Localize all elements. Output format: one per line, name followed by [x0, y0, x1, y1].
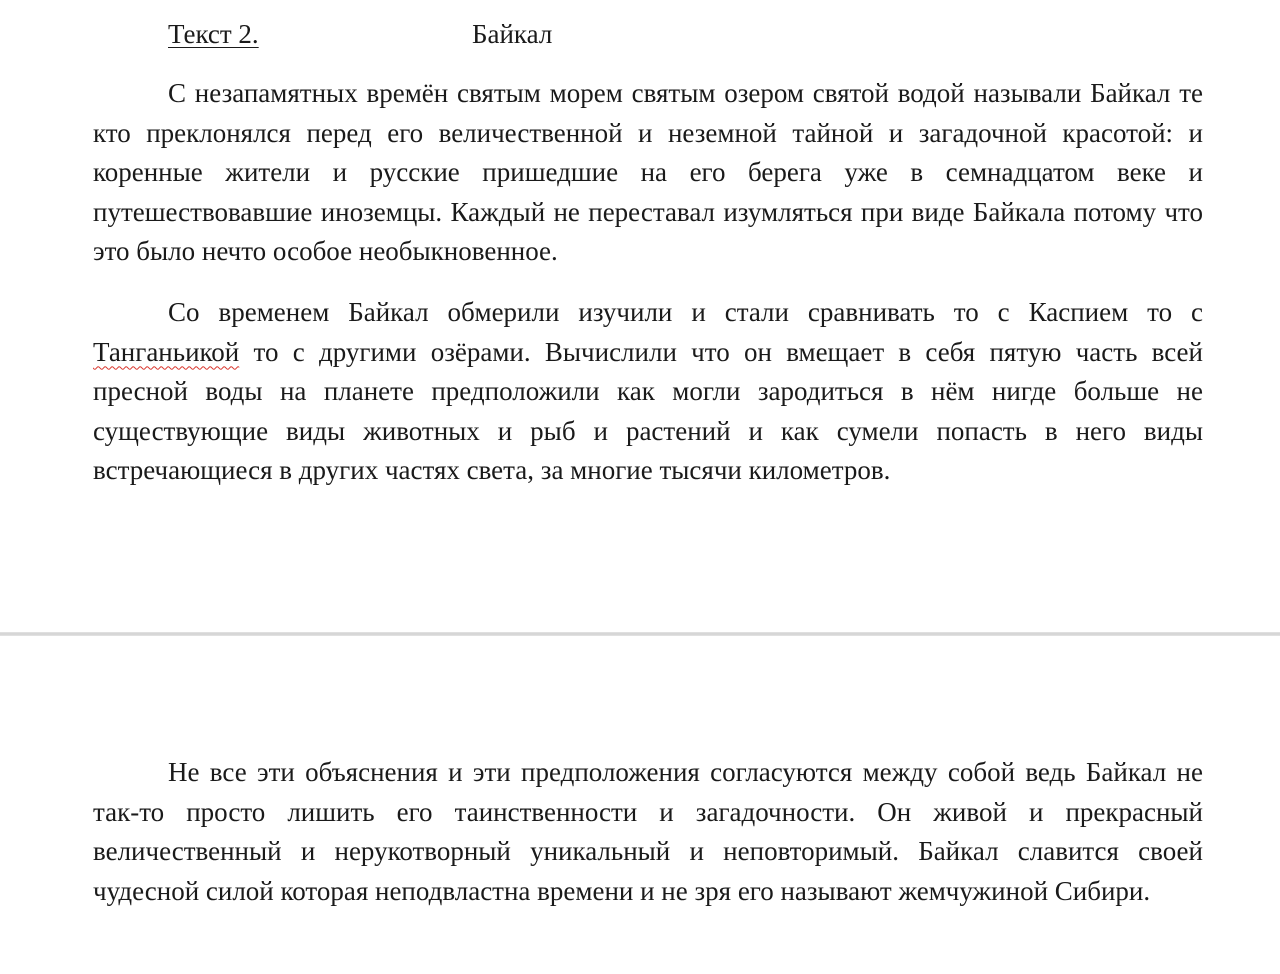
- paragraph-3: Не все эти объяснения и эти предположения согласуются между собой ведь Байкал не так-то просто лишить его таинственности и загадочности. Он живой и прекрасный величественный и нерукотворный уникальный и неповторимый. Байкал славится своей чудесной силой которая неподвластна времени и не зря его называют жемчужиной Сибири.: [93, 757, 1203, 906]
- paragraph-2-start: Со временем Байкал обмерили изучили и стали сравнивать то с Каспием то с: [168, 297, 1203, 327]
- document-page-2: [0, 636, 1280, 974]
- paragraph-1: С незапамятных времён святым морем святым озером святой водой называли Байкал те кто преклонялся перед его величественной и неземной тайной и загадочной красотой: и коренные жители и русские пришедшие на его берега уже в семнадцатом веке и путешествовавшие иноземцы. Каждый не переставал изумляться при виде Байкала потому что это было нечто особое необыкновенное.: [93, 78, 1203, 267]
- document-title: Байкал: [472, 19, 553, 49]
- paragraph-2-end: то с другими озёрами. Вычислили что он вмещает в себя пятую часть всей пресной воды на планете предположили как могли зародиться в нём нигде больше не существующие виды животных и рыб и растений и как сумели попасть в него виды встречающиеся в других частях света, за многие тысячи километров.: [93, 336, 1203, 486]
- document-heading: [168, 14, 768, 54]
- text-number-label: Текст 2.: [168, 19, 259, 49]
- spellcheck-flagged-word[interactable]: Танганьикой: [93, 336, 240, 367]
- paragraph-2: [93, 293, 1203, 491]
